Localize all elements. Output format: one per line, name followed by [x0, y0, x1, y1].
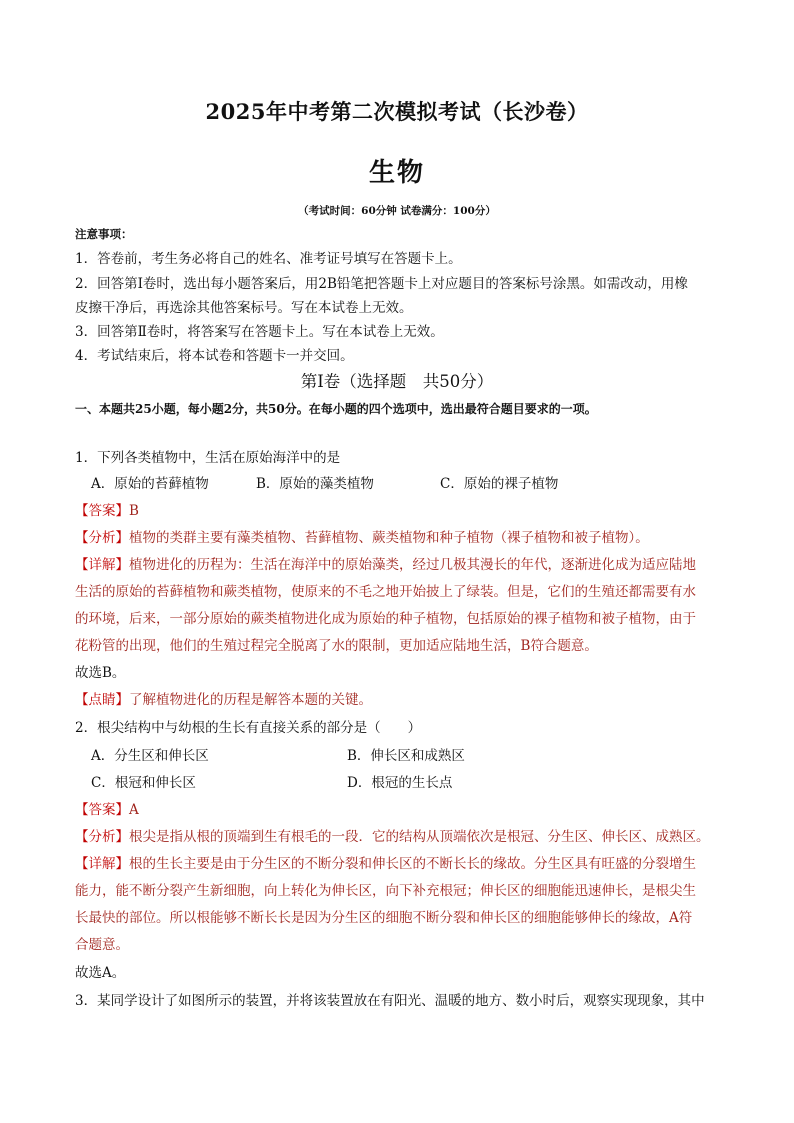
- subject-title: 生物: [368, 158, 425, 188]
- q2-conclusion: 故选A。: [75, 965, 126, 981]
- point-text: 了解植物进化的历程是解答本题的关键。: [129, 692, 372, 708]
- exam-title: 2025年中考第二次模拟考试（长沙卷）: [205, 99, 589, 124]
- section-title: 第Ⅰ卷（选择题 共50分）: [300, 372, 494, 391]
- exam-info: （考试时间：60分钟 试卷满分：100分）: [298, 205, 496, 217]
- question-3-stem: 3．某同学设计了如图所示的装置，并将该装置放在有阳光、温暖的地方、数小时后，观察实现现象，其中: [75, 993, 705, 1009]
- section-description: 一、本题共25小题，每小题2分，共50分。在每小题的四个选项中，选出最符合题目要求的一项。: [75, 402, 597, 416]
- analysis-text: 根尖是指从根的顶端到生有根毛的一段．它的结构从顶端依次是根冠、分生区、伸长区、成熟区。: [129, 829, 710, 845]
- notice-item: 4．考试结束后，将本试卷和答题卡一并交回。: [75, 348, 354, 364]
- q1-analysis: [75, 526, 725, 546]
- q1-point: [75, 688, 725, 708]
- notice-item: 皮擦干净后，再选涂其他答案标号。写在本试卷上无效。: [75, 300, 413, 316]
- q2-detail: [75, 852, 725, 872]
- point-tag: 【点睛】: [75, 692, 129, 708]
- analysis-text: 植物的类群主要有藻类植物、苔藓植物、蕨类植物和种子植物（裸子植物和被子植物）。: [129, 530, 649, 546]
- q1-detail-line: 生活的原始的苔藓植物和蕨类植物，使原来的不毛之地开始披上了绿装。但是，它们的生殖还都需要有水: [75, 584, 696, 600]
- answer-tag: 【答案】: [75, 503, 129, 519]
- q2-detail-line: 能力，能不断分裂产生新细胞，向上转化为伸长区，向下补充根冠；伸长区的细胞能迅速伸长，是根尖生: [75, 883, 696, 899]
- q1-answer: [75, 499, 725, 519]
- answer-value: B: [129, 503, 139, 519]
- notice-item: 3．回答第Ⅱ卷时，将答案写在答题卡上。写在本试卷上无效。: [75, 324, 444, 340]
- q2-answer: [75, 798, 725, 818]
- q1-detail-line: 的环境，后来，一部分原始的蕨类植物进化成为原始的种子植物，包括原始的裸子植物和被子植物，由于: [75, 611, 696, 627]
- q1-option-c: C．原始的裸子植物: [440, 476, 559, 492]
- q1-option-b: B．原始的藻类植物: [256, 476, 374, 492]
- q2-analysis: [75, 825, 725, 845]
- q1-conclusion: 故选B。: [75, 665, 126, 681]
- detail-text: 植物进化的历程为：生活在海洋中的原始藻类，经过几极其漫长的年代，逐渐进化成为适应陆地: [129, 557, 696, 573]
- q2-detail-line: 长最快的部位。所以根能够不断长长是因为分生区的细胞不断分裂和伸长区的细胞能够伸长的缘故，A符: [75, 910, 693, 926]
- q2-option-a: A．分生区和伸长区: [91, 748, 209, 764]
- detail-tag: 【详解】: [75, 557, 129, 573]
- analysis-tag: 【分析】: [75, 530, 129, 546]
- question-2-stem: 2．根尖结构中与幼根的生长有直接关系的部分是（ ）: [75, 720, 422, 736]
- q2-option-b: B．伸长区和成熟区: [347, 748, 465, 764]
- q2-detail-line: 合题意。: [75, 937, 129, 953]
- notice-item: 1．答卷前，考生务必将自己的姓名、准考证号填写在答题卡上。: [75, 251, 462, 267]
- q1-detail: [75, 553, 725, 573]
- q1-detail-line: 花粉管的出现，他们的生殖过程完全脱离了水的限制，更加适应陆地生活，B符合题意。: [75, 638, 598, 654]
- notice-heading: 注意事项：: [75, 227, 133, 241]
- analysis-tag: 【分析】: [75, 829, 129, 845]
- question-1-stem: 1．下列各类植物中，生活在原始海洋中的是: [75, 450, 341, 466]
- q1-option-a: A．原始的苔藓植物: [91, 476, 209, 492]
- q2-option-c: C．根冠和伸长区: [91, 775, 196, 791]
- detail-text: 根的生长主要是由于分生区的不断分裂和伸长区的不断长长的缘故。分生区具有旺盛的分裂增生: [129, 856, 696, 872]
- answer-tag: 【答案】: [75, 802, 129, 818]
- notice-item: 2．回答第Ⅰ卷时，选出每小题答案后，用2B铅笔把答题卡上对应题目的答案标号涂黑。如需改动，用橡: [75, 276, 688, 292]
- detail-tag: 【详解】: [75, 856, 129, 872]
- answer-value: A: [129, 802, 139, 818]
- q2-option-d: D．根冠的生长点: [347, 775, 453, 791]
